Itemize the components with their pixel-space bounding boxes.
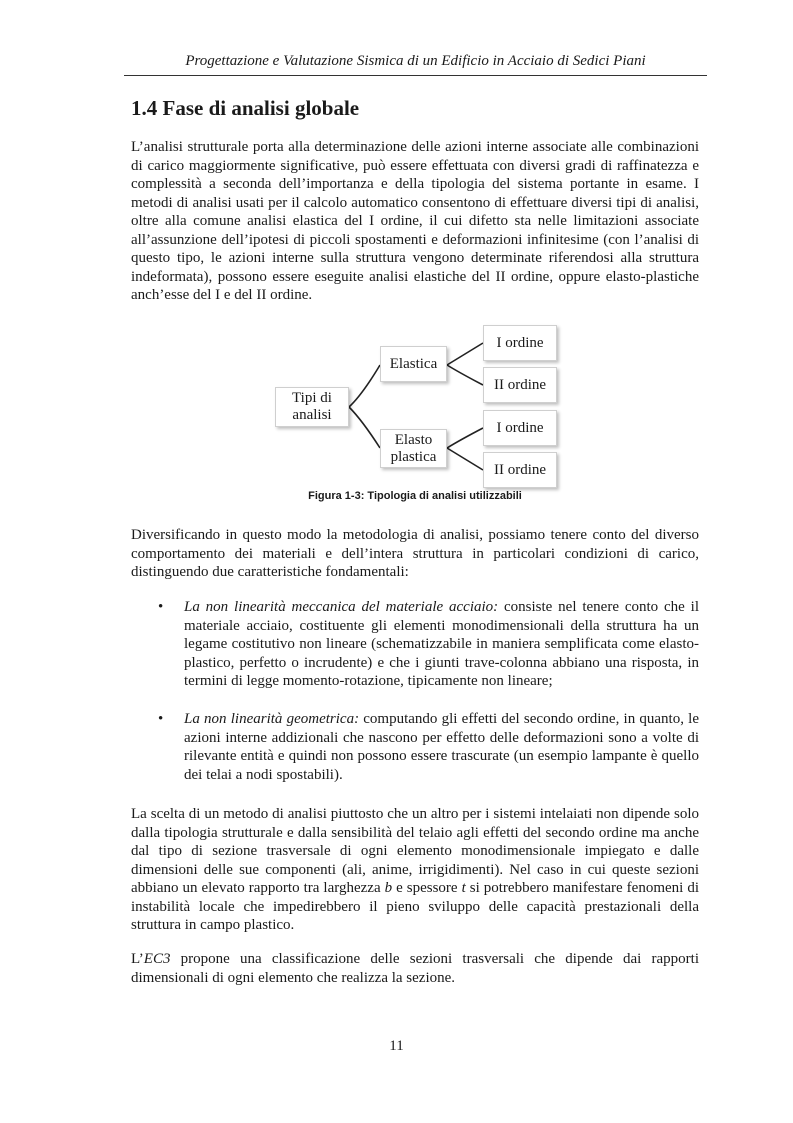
diagram-node-elastoplastica-ii-ordine: II ordine (483, 452, 557, 488)
figure-caption: Figura 1-3: Tipologia di analisi utilizzabili (308, 490, 522, 502)
p3-var-b: b (384, 880, 393, 896)
connector-elastoplastica-i (447, 428, 483, 448)
paragraph-ec3 (131, 950, 699, 987)
p3-text-c: e spessore (392, 880, 462, 896)
bullet-item-mechanical-nonlinearity (131, 598, 699, 691)
diagram-node-elasto-plastica: Elasto plastica (380, 429, 447, 468)
bullet-lead: La non linearità geometrica: (184, 711, 360, 727)
bullet-lead: La non linearità meccanica del materiale acciaio: (184, 599, 499, 615)
p4-text-a: L’ (131, 951, 144, 967)
connector-root-elastoplastica (349, 407, 380, 448)
bullet-list-1 (131, 598, 699, 691)
paragraph-method-choice (131, 805, 699, 935)
header-rule (124, 75, 707, 76)
diagram-node-elastica: Elastica (380, 346, 447, 382)
diagram-node-elastoplastica-i-ordine: I ordine (483, 410, 557, 446)
connector-elastoplastica-ii (447, 448, 483, 470)
bullet-item-geometric-nonlinearity (131, 710, 699, 784)
connector-elastica-i (447, 343, 483, 365)
p4-text-c: propone una classificazione delle sezioni trasversali che dipende dai rapporti dimensionali di ogni elemento che realizza la sezione. (131, 951, 699, 986)
diagram-node-elastica-ii-ordine: II ordine (483, 367, 557, 403)
connector-root-elastica (349, 365, 380, 407)
bullet-marker: • (158, 711, 164, 727)
paragraph-diversification: Diversificando in questo modo la metodologia di analisi, possiamo tenere conto del diverso comportamento dei materiali e dell’intera struttura in particolari condizioni di carico, distinguendo due caratteristiche fondamentali: (131, 527, 699, 580)
bullet-list-2 (131, 710, 699, 784)
p4-ec3: EC3 (143, 951, 171, 967)
p3-text-e: si potrebbero manifestare fenomeni di instabilità locale che impedirebbero il pieno sviluppo delle capacità prestazionali della struttura in campo plastico. (131, 880, 699, 933)
paragraph-intro: L’analisi strutturale porta alla determinazione delle azioni interne associate alle combinazioni di carico maggiormente significative, può essere effettuata con diversi gradi di raffinatezza e complessità a seconda dell’importanza e della tipologia del sistema portante in esame. I metodi di analisi usati per il calcolo automatico consentono di effettuare diversi tipi di analisi, oltre alla comune analisi elastica del I ordine, il cui difetto sta nelle limitazioni associate all’assunzione dell’ipotesi di piccoli spostamenti e deformazioni infinitesime (con l’analisi di questo tipo, le azioni interne sulla struttura vengono determinate riferendosi alla struttura indeformata), possono essere eseguite analisi elastiche del II ordine, oppure elasto-plastiche anch’esse del I e del II ordine. (131, 139, 699, 303)
page-number: 11 (389, 1038, 404, 1054)
p3-text-a: La scelta di un metodo di analisi piuttosto che un altro per i sistemi intelaiati non dipende solo dalla tipologia strutturale e dalla sensibilità del telaio agli effetti del secondo ordine ma anche dal tipo di sezione trasversale di ogni elemento monodimensionale impiegato e dalle dimensioni delle sue componenti (ali, anime, irrigidimenti). Nel caso in cui queste sezioni abbiano un elevato rapporto tra larghezza (131, 806, 699, 896)
running-header: Progettazione e Valutazione Sismica di un Edificio in Acciaio di Sedici Piani (185, 53, 646, 69)
section-title: 1.4 Fase di analisi globale (131, 96, 360, 120)
bullet-marker: • (158, 599, 164, 615)
bullet-text: computando gli effetti del secondo ordine, in quanto, le azioni interne addizionali che nascono per effetto delle deformazioni sono a volte di rilevante entità e quindi non possono essere trascurate (un esempio lampante è quello dei telai a nodi spostabili). (184, 711, 699, 783)
diagram-node-root: Tipi di analisi (275, 387, 349, 427)
diagram-node-elastica-i-ordine: I ordine (483, 325, 557, 361)
connector-elastica-ii (447, 365, 483, 385)
bullet-text: consiste nel tenere conto che il materiale acciaio, costituente gli elementi monodimensionali della struttura ha un legame costitutivo non lineare (schematizzabile in maniera semplificata come elasto-plastico, perfetto o incrudente) e che i giunti trave-colonna abbiano una risposta, in termini di legge momento-rotazione, tipicamente non lineare; (184, 599, 699, 689)
p3-var-t: t (461, 880, 466, 896)
